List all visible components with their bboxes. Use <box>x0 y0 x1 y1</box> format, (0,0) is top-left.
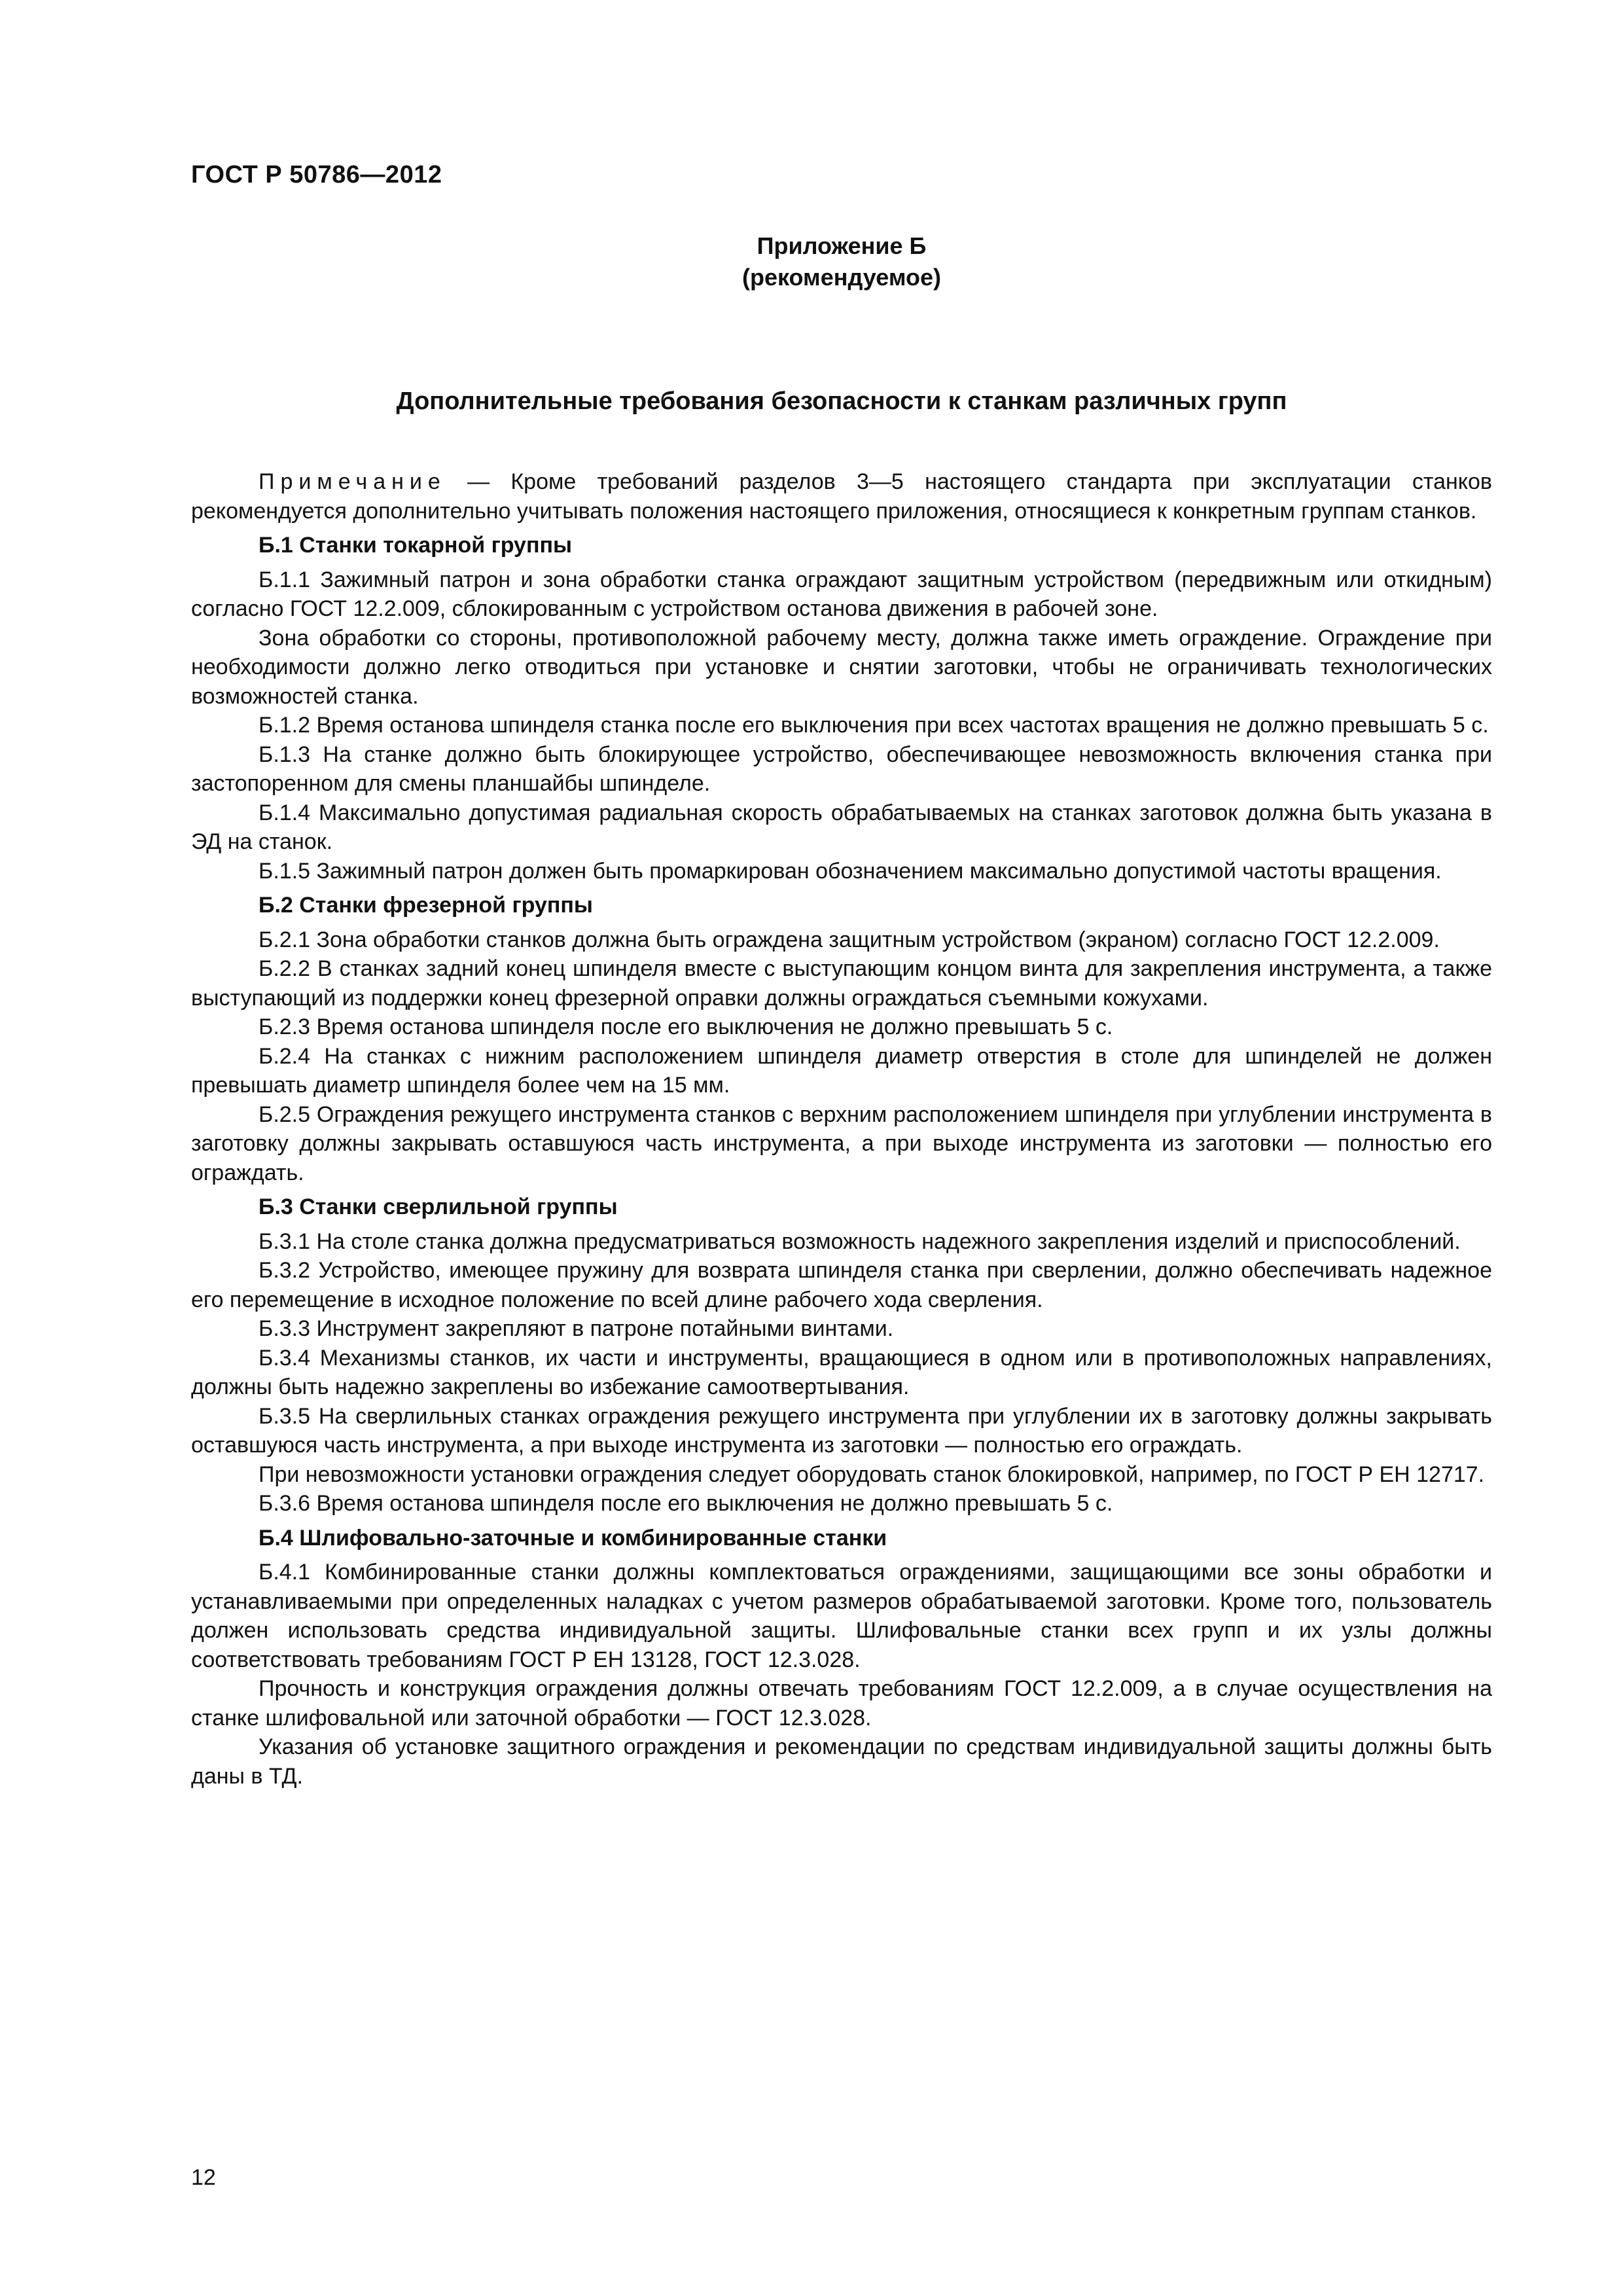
paragraph-b2-2: Б.2.2 В станках задний конец шпинделя вместе с выступающим концом винта для закрепления инструмента, а также выступающий из поддержки конец фрезерной оправки должны ограждаться съемными кожухами. <box>191 956 1492 1011</box>
page-number: 12 <box>191 2165 216 2190</box>
note-text: — Кроме требований разделов 3—5 настоящего стандарта при эксплуатации станков рекомендуется дополнительно учитывать положения настоящего приложения, относящиеся к конкретным группам станков. <box>191 469 1492 524</box>
paragraph-b3-6: Б.3.6 Время останова шпинделя после его выключения не должно превышать 5 с. <box>259 1491 1113 1516</box>
paragraph-b1-5: Б.1.5 Зажимный патрон должен быть промаркирован обозначением максимально допустимой частоты вращения. <box>259 858 1442 884</box>
document-title: Дополнительные требования безопасности к станкам различных групп <box>396 387 1287 415</box>
appendix-title: Приложение Б <box>757 232 927 259</box>
paragraph-b3-1: Б.3.1 На столе станка должна предусматриваться возможность надежного закрепления изделий и приспособлений. <box>259 1229 1461 1254</box>
note-paragraph <box>191 467 1492 526</box>
paragraph-b1-1-cont: Зона обработки со стороны, противоположной рабочему месту, должна также иметь ограждение. Ограждение при необходимости должно легко отводиться при установке и снятии заготовки, чтобы не ограничивать технологических возможностей станка. <box>191 625 1492 709</box>
paragraph-b3-3: Б.3.3 Инструмент закрепляют в патроне потайными винтами. <box>259 1316 894 1341</box>
paragraph-b4-1-cont: Прочность и конструкция ограждения должны отвечать требованиям ГОСТ 12.2.009, а в случае осуществления на станке шлифовальной или заточной обработки — ГОСТ 12.3.028. <box>191 1676 1492 1731</box>
document-body <box>191 467 1492 1791</box>
paragraph-b2-3: Б.2.3 Время останова шпинделя после его выключения не должно превышать 5 с. <box>259 1014 1113 1039</box>
section-heading-b3: Б.3 Станки сверлильной группы <box>259 1194 618 1219</box>
paragraph-b3-5: Б.3.5 На сверлильных станках ограждения режущего инструмента при углублении их в заготовку должны закрывать оставшуюся часть инструмента, а при выходе инструмента из заготовки — полностью его ограждать. <box>191 1403 1492 1458</box>
appendix-type: (рекомендуемое) <box>742 264 941 291</box>
section-heading-b1: Б.1 Станки токарной группы <box>259 533 573 558</box>
paragraph-b2-4: Б.2.4 На станках с нижним расположением шпинделя диаметр отверстия в столе для шпинделей не должен превышать диаметр шпинделя более чем на 15 мм. <box>191 1043 1492 1098</box>
section-heading-b2: Б.2 Станки фрезерной группы <box>259 893 593 918</box>
paragraph-b3-5-cont: При невозможности установки ограждения следует оборудовать станок блокировкой, например, по ГОСТ Р ЕН 12717. <box>259 1462 1485 1487</box>
paragraph-b2-5: Б.2.5 Ограждения режущего инструмента станков с верхним расположением шпинделя при углублении инструмента в заготовку должны закрывать оставшуюся часть инструмента, а при выходе инструмента из заготовки — полностью его ограждать. <box>191 1102 1492 1185</box>
note-label: Примечание <box>259 469 446 494</box>
paragraph-b1-3: Б.1.3 На станке должно быть блокирующее устройство, обеспечивающее невозможность включения станка при застопоренном для смены планшайбы шпинделе. <box>191 742 1492 796</box>
paragraph-b1-1: Б.1.1 Зажимный патрон и зона обработки станка ограждают защитным устройством (передвижным или откидным) согласно ГОСТ 12.2.009, сблокированным с устройством останова движения в рабочей зоне. <box>191 567 1492 621</box>
paragraph-b1-4: Б.1.4 Максимально допустимая радиальная скорость обрабатываемых на станках заготовок должна быть указана в ЭД на станок. <box>191 800 1492 854</box>
paragraph-b4-1-cont2: Указания об установке защитного ограждения и рекомендации по средствам индивидуальной защиты должны быть даны в ТД. <box>191 1734 1492 1789</box>
paragraph-b3-4: Б.3.4 Механизмы станков, их части и инструменты, вращающиеся в одном или в противоположных направлениях, должны быть надежно закреплены во избежание самоотвертывания. <box>191 1345 1492 1399</box>
paragraph-b2-1: Б.2.1 Зона обработки станков должна быть ограждена защитным устройством (экраном) согласно ГОСТ 12.2.009. <box>259 927 1440 952</box>
section-heading-b4: Б.4 Шлифовально-заточные и комбинированные станки <box>259 1525 887 1551</box>
paragraph-b4-1: Б.4.1 Комбинированные станки должны комплектоваться ограждениями, защищающими все зоны обработки и устанавливаемыми при определенных наладках с учетом размеров обрабатываемой заготовки. Кроме того, пользователь должен использовать средства индивидуальной защиты. Шлифовальные станки всех групп и их узлы должны соответствовать требованиям ГОСТ Р ЕН 13128, ГОСТ 12.3.028. <box>191 1560 1492 1672</box>
paragraph-b1-2: Б.1.2 Время останова шпинделя станка после его выключения при всех частотах вращения не должно превышать 5 с. <box>259 713 1489 738</box>
page-header-standard: ГОСТ Р 50786—2012 <box>191 161 442 188</box>
appendix-heading <box>191 230 1492 293</box>
paragraph-b3-2: Б.3.2 Устройство, имеющее пружину для возврата шпинделя станка при сверлении, должно обеспечивать надежное его перемещение в исходное положение по всей длине рабочего хода сверления. <box>191 1258 1492 1312</box>
